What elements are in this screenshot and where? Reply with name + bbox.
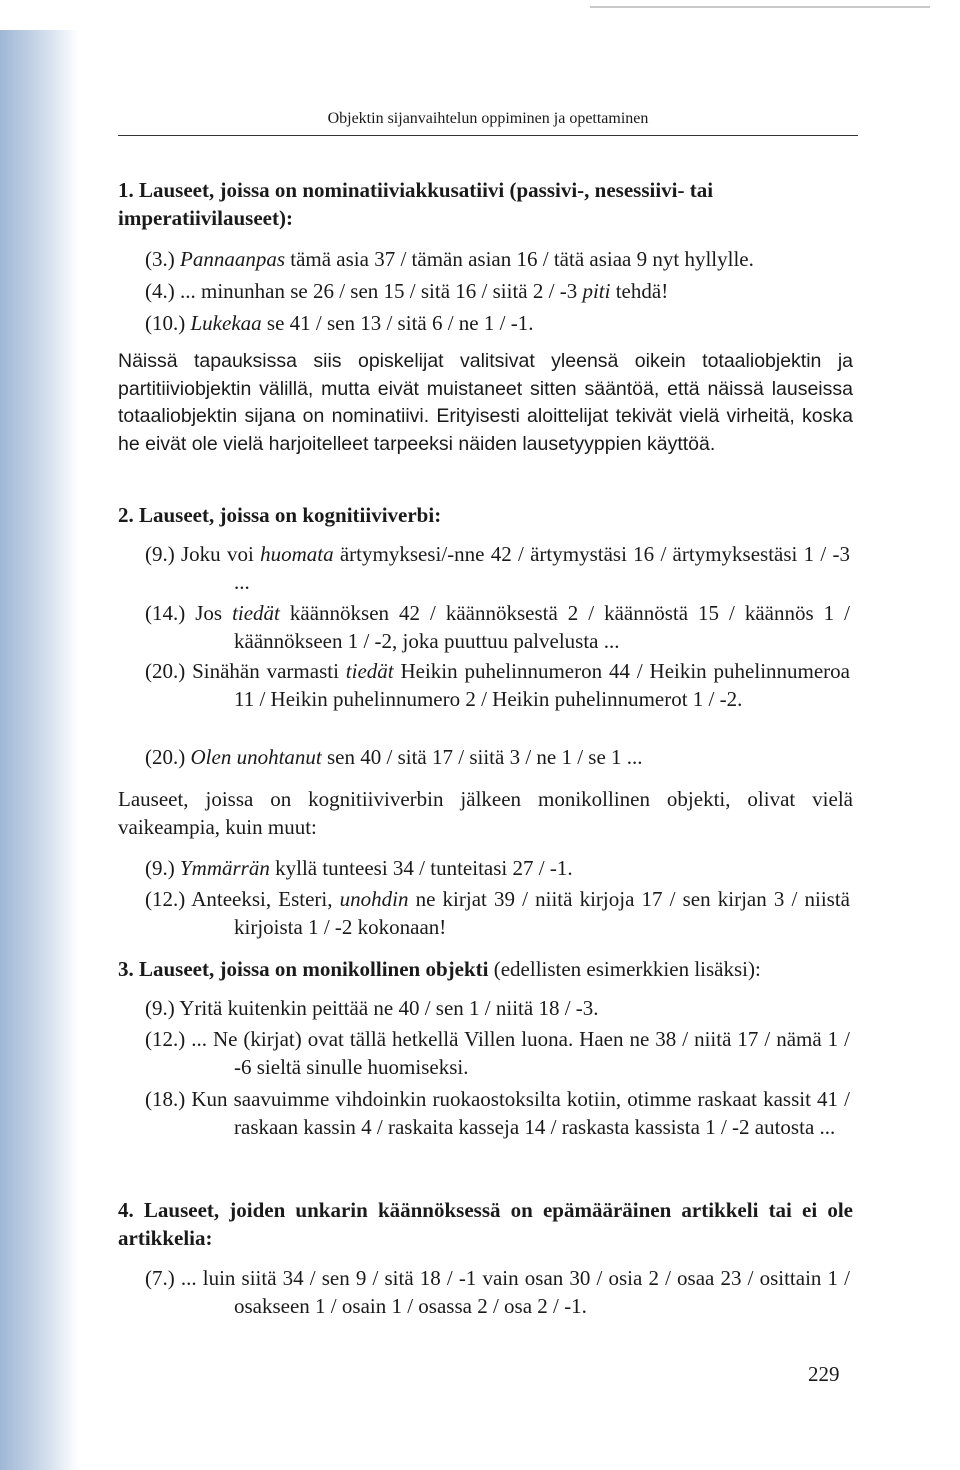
running-header: Objektin sijanvaihtelun oppiminen ja opettaminen bbox=[327, 110, 649, 127]
example-item: (10.) Lukekaa se 41 / sen 13 / sitä 6 / ne 1 / -1. bbox=[145, 311, 534, 335]
section-3-heading: 3. Lauseet, joissa on monikollinen objekti (edellisten esimerkkien lisäksi): bbox=[118, 957, 761, 981]
body-paragraph: Lauseet, joissa on kognitiiviverbin jälkeen monikollinen objekti, olivat vielä vaikeampia, kuin muut: bbox=[118, 787, 853, 839]
example-item: (9.) Ymmärrän kyllä tunteesi 34 / tunteitasi 27 / -1. bbox=[145, 856, 573, 880]
scan-edge-line bbox=[590, 6, 930, 8]
book-spine-shadow bbox=[0, 30, 78, 1470]
example-item: (9.) Yritä kuitenkin peittää ne 40 / sen 1 / niitä 18 / -3. bbox=[145, 996, 599, 1020]
example-item: (12.) ... Ne (kirjat) ovat tällä hetkellä Villen luona. Haen ne 38 / niitä 17 / nämä 1 / -6 sieltä sinulle huomiseksi. bbox=[145, 1027, 850, 1079]
example-item: (20.) Sinähän varmasti tiedät Heikin puhelinnumeron 44 / Heikin puhelinnumeroa 11 / Heikin puhelinnumero 2 / Heikin puhelinnumerot 1 / -2. bbox=[145, 659, 850, 711]
body-paragraph: Näissä tapauksissa siis opiskelijat valitsivat yleensä oikein totaaliobjektin ja partitiiviobjektin välillä, mutta eivät muistaneet sitten sääntöä, että näissä lauseissa totaaliobjektin sijana on nominatiivi. Erityisesti aloittelijat tekivät vielä virheitä, koska he eivät ole vielä harjoitelleet tarpeeksi näiden lausetyyppien käyttöä. bbox=[118, 350, 853, 455]
page-number: 229 bbox=[808, 1362, 840, 1386]
example-item: (14.) Jos tiedät käännöksen 42 / käännöksestä 2 / käännöstä 15 / käännös 1 / käännökseen 1 / -2, joka puuttuu palvelusta ... bbox=[145, 601, 850, 653]
section-1-heading: 1. Lauseet, joissa on nominatiiviakkusatiivi (passivi-, nesessiivi- tai imperatiivilauseet): bbox=[118, 178, 714, 230]
section-2-heading: 2. Lauseet, joissa on kognitiiviverbi: bbox=[118, 503, 442, 527]
section-4-heading: 4. Lauseet, joiden unkarin käännöksessä on epämääräinen artikkeli tai ei ole artikkelia: bbox=[118, 1198, 853, 1250]
example-item: (3.) Pannaanpas tämä asia 37 / tämän asian 16 / tätä asiaa 9 nyt hyllylle. bbox=[145, 247, 754, 271]
example-item: (12.) Anteeksi, Esteri, unohdin ne kirjat 39 / niitä kirjoja 17 / sen kirjan 3 / niistä kirjoista 1 / -2 kokonaan! bbox=[145, 887, 850, 939]
example-item: (20.) Olen unohtanut sen 40 / sitä 17 / siitä 3 / ne 1 / se 1 ... bbox=[145, 745, 643, 769]
example-item: (4.) ... minunhan se 26 / sen 15 / sitä 16 / siitä 2 / -3 piti tehdä! bbox=[145, 279, 669, 303]
header-rule bbox=[118, 135, 858, 136]
example-item: (7.) ... luin siitä 34 / sen 9 / sitä 18 / -1 vain osan 30 / osia 2 / osaa 23 / osittain 1 / osakseen 1 / osain 1 / osassa 2 / osa 2 / -1. bbox=[145, 1266, 850, 1318]
example-item: (18.) Kun saavuimme vihdoinkin ruokaostoksilta kotiin, otimme raskaat kassit 41 / raskaan kassin 4 / raskaita kasseja 14 / raskasta kassista 1 / -2 autosta ... bbox=[145, 1087, 850, 1139]
example-item: (9.) Joku voi huomata ärtymyksesi/-nne 42 / ärtymystäsi 16 / ärtymyksestäsi 1 / -3 ... bbox=[145, 542, 850, 594]
